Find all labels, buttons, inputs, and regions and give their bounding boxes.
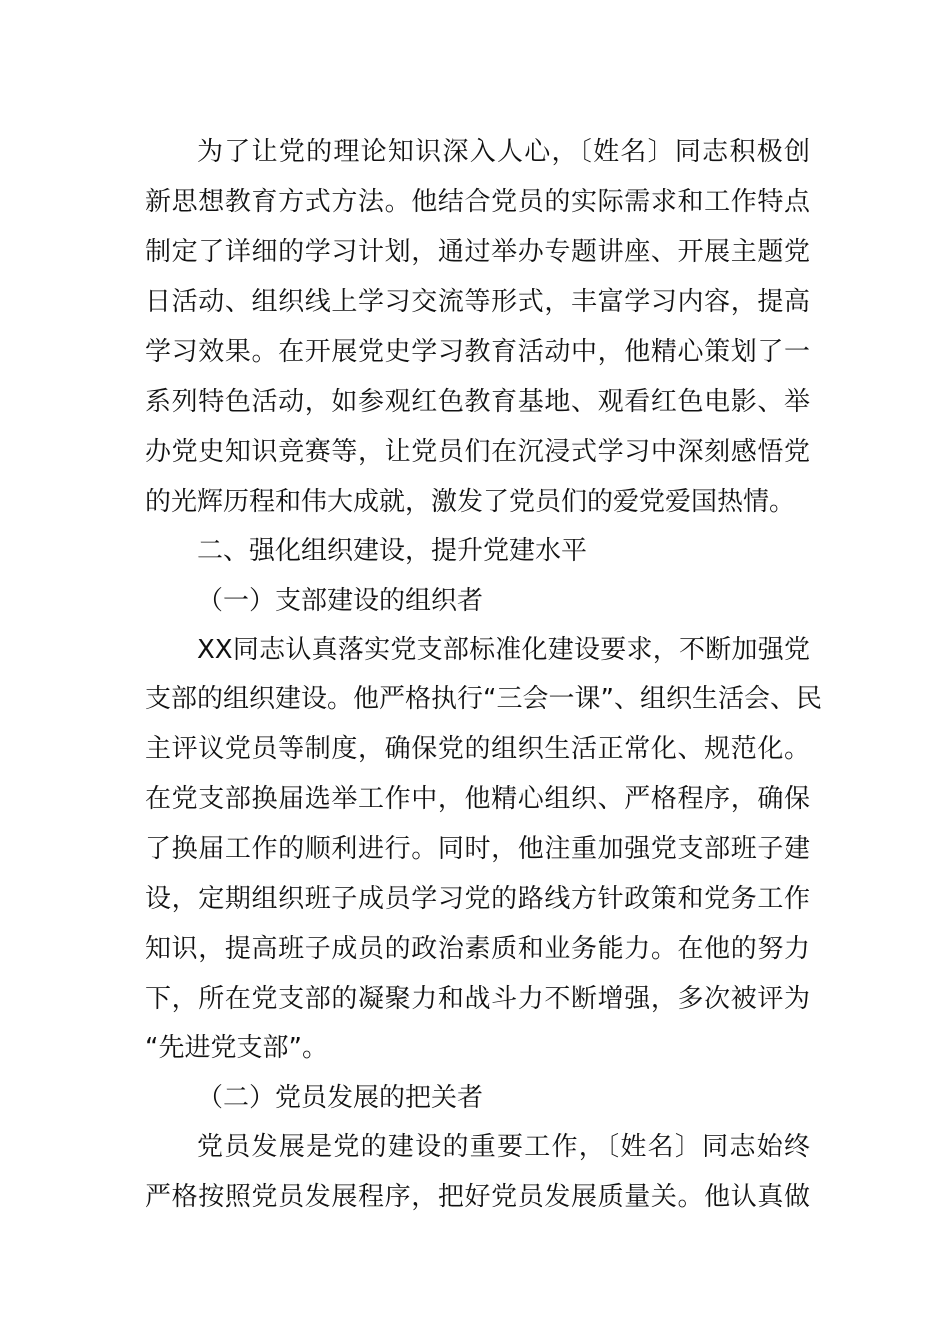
section-heading: 二、强化组织建设，提升党建水平 (197, 536, 588, 566)
subsection-heading: （二）党员发展的把关者 (197, 1083, 484, 1113)
paragraph-line: 知识，提高班子成员的政治素质和业务能力。在他的努力 (145, 934, 810, 964)
paragraph-line: 学习效果。在开展党史学习教育活动中，他精心策划了一 (145, 337, 810, 367)
paragraph-line: 为了让党的理论知识深入人心，〔姓名〕同志积极创 (197, 137, 810, 167)
paragraph-line: XX同志认真落实党支部标准化建设要求，不断加强党 (197, 635, 810, 665)
paragraph-line: 设，定期组织班子成员学习党的路线方针政策和党务工作 (145, 884, 810, 914)
paragraph-line: 了换届工作的顺利进行。同时，他注重加强党支部班子建 (145, 834, 810, 864)
paragraph-line: 系列特色活动，如参观红色教育基地、观看红色电影、举 (145, 387, 810, 417)
paragraph-line: 新思想教育方式方法。他结合党员的实际需求和工作特点 (145, 187, 810, 217)
paragraph-line: 下，所在党支部的凝聚力和战斗力不断增强，多次被评为 (145, 984, 810, 1014)
paragraph-line: 党员发展是党的建设的重要工作，〔姓名〕同志始终 (197, 1132, 810, 1162)
paragraph-line: 严格按照党员发展程序，把好党员发展质量关。他认真做 (145, 1182, 810, 1212)
paragraph-line: 的光辉历程和伟大成就，激发了党员们的爱党爱国热情。 (145, 487, 796, 517)
paragraph-line: 制定了详细的学习计划，通过举办专题讲座、开展主题党 (145, 237, 810, 267)
paragraph-line: 在党支部换届选举工作中，他精心组织、严格程序，确保 (145, 784, 810, 814)
subsection-heading: （一）支部建设的组织者 (197, 586, 484, 616)
paragraph-line: “先进党支部”。 (145, 1033, 328, 1063)
paragraph-line: 主评议党员等制度，确保党的组织生活正常化、规范化。 (145, 734, 810, 764)
paragraph-line: 日活动、组织线上学习交流等形式，丰富学习内容，提高 (145, 287, 810, 317)
paragraph-line: 支部的组织建设。他严格执行“三会一课”、组织生活会、民 (145, 684, 822, 714)
paragraph-line: 办党史知识竞赛等，让党员们在沉浸式学习中深刻感悟党 (145, 437, 810, 467)
